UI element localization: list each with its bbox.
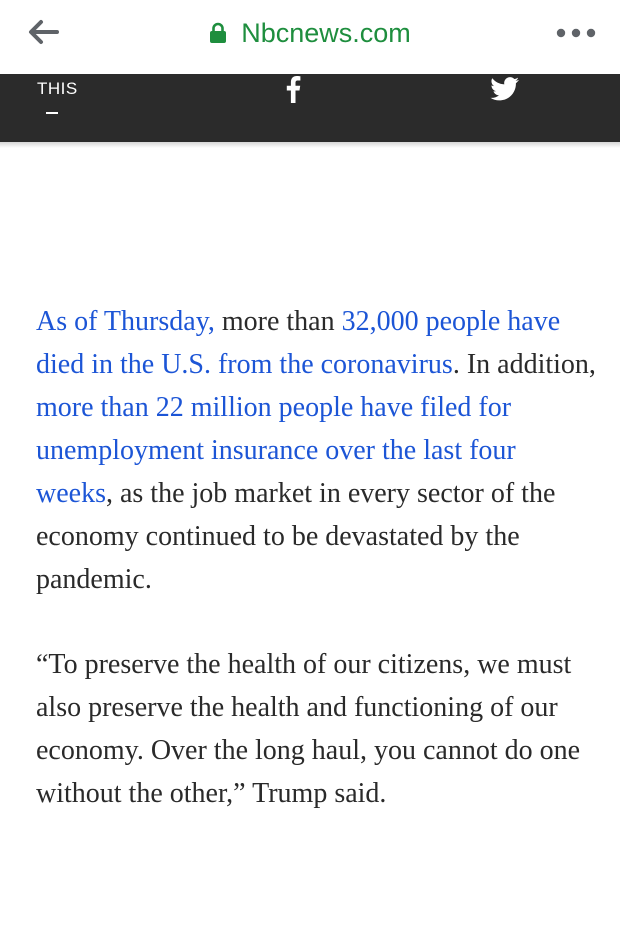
share-bar xyxy=(0,74,620,142)
twitter-share-button[interactable] xyxy=(488,74,522,104)
twitter-icon xyxy=(490,77,520,101)
unemployment-link[interactable]: more than 22 million people have filed for unemployment insurance over the last four weeks xyxy=(36,392,516,509)
article-body xyxy=(36,300,596,857)
arrow-left-icon xyxy=(27,19,59,45)
menu-button[interactable] xyxy=(554,18,598,48)
deaths-link[interactable]: 32,000 people have died in the U.S. from the coronavirus xyxy=(36,306,561,380)
url-field[interactable] xyxy=(209,18,411,49)
facebook-icon xyxy=(285,75,301,103)
trump-quote-paragraph: “To preserve the health of our citizens, we must also preserve the health and functioning of our economy. Over the long haul, you cannot do one without the other,” Trump said. xyxy=(36,649,581,809)
back-button[interactable] xyxy=(22,14,64,50)
paragraph-text: , as the job market in every sector of the economy continued to be devastated by the pandemic. xyxy=(36,478,556,595)
thursday-link[interactable]: As of Thursday, xyxy=(36,306,215,337)
share-label-underline xyxy=(46,112,58,114)
paragraph-text: more than xyxy=(214,306,342,337)
paragraph-text: . In addition, xyxy=(452,349,596,380)
article-paragraph xyxy=(36,300,596,601)
browser-toolbar xyxy=(0,0,620,74)
share-label: THIS xyxy=(37,79,78,98)
share-bar-shadow xyxy=(0,142,620,148)
lock-icon xyxy=(209,22,227,44)
address-bar xyxy=(0,0,620,66)
more-horiz-icon xyxy=(556,28,596,38)
facebook-share-button[interactable] xyxy=(279,74,307,104)
url-text: Nbcnews.com xyxy=(241,17,411,48)
